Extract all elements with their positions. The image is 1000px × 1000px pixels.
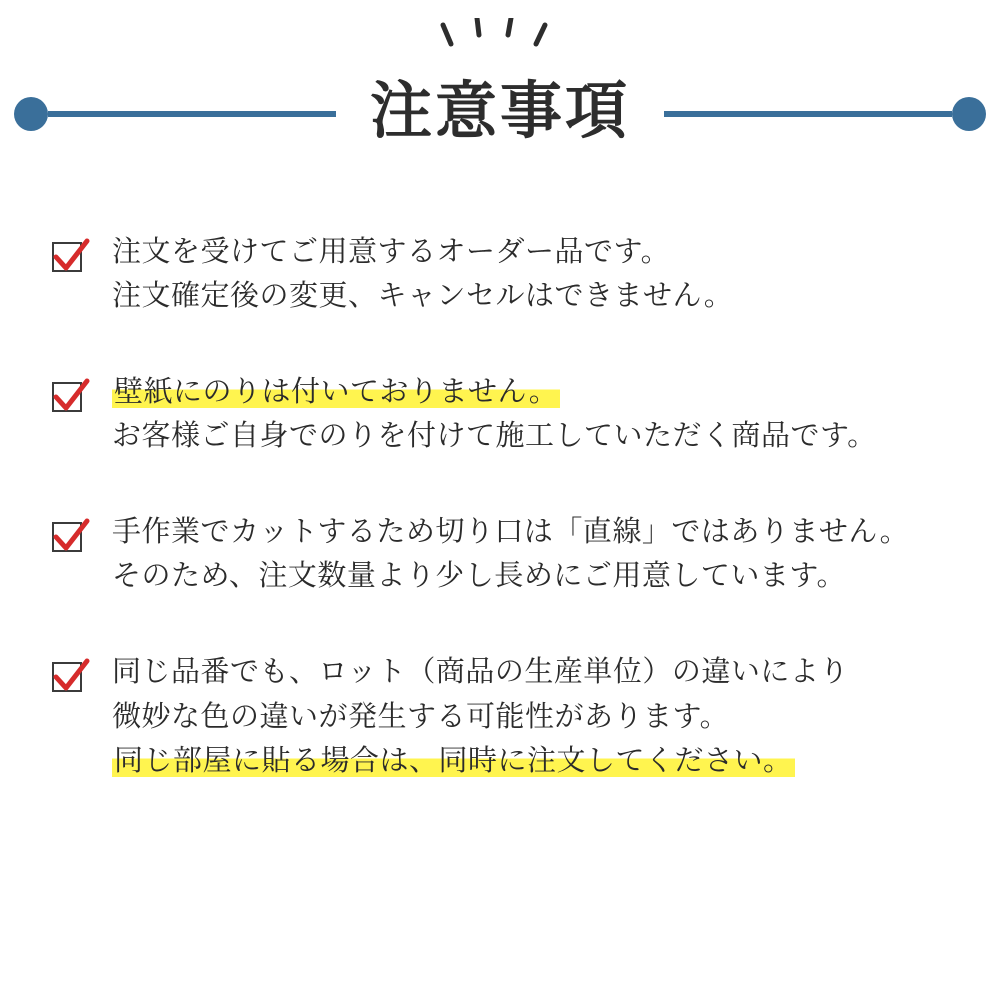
list-item: [0, 230, 1000, 318]
notice-line: [112, 274, 1000, 318]
list-item: [0, 510, 1000, 598]
sparkle-lines-icon: [0, 18, 1000, 63]
notice-line: [112, 230, 1000, 274]
notice-line: [112, 650, 1000, 694]
checkbox-checked-icon: [50, 518, 90, 558]
checkbox-checked-icon: [50, 238, 90, 278]
list-item: [0, 370, 1000, 458]
list-item: [0, 650, 1000, 782]
plain-text: 同じ品番でも、ロット（商品の生産単位）の違いにより: [112, 656, 849, 689]
plain-text: そのため、注文数量より少し長めにご用意しています。: [112, 560, 847, 593]
rule-dot-left: [14, 97, 48, 131]
rule-dot-right: [952, 97, 986, 131]
plain-text: 注文確定後の変更、キャンセルはできません。: [112, 280, 734, 313]
notice-line: [112, 370, 1000, 414]
notice-list: [0, 230, 1000, 835]
page-header: [0, 0, 1000, 185]
notice-line: [112, 739, 1000, 783]
list-item-text: [112, 650, 1000, 782]
plain-text: 注文を受けてご用意するオーダー品です。: [112, 236, 671, 268]
notice-line: [112, 554, 1000, 598]
list-item-text: [112, 370, 1000, 458]
highlighted-text: 壁紙にのりは付いておりません。: [114, 376, 559, 409]
title-rule-row: [0, 77, 1000, 146]
rule-line-left: [48, 111, 336, 117]
list-item-text: [112, 230, 1000, 318]
plain-text: 手作業でカットするため切り口は「直線」ではありません。: [112, 516, 910, 549]
highlighted-text: 同じ部屋に貼る場合は、同時に注文してください。: [114, 744, 793, 777]
notice-line: [112, 695, 1000, 739]
plain-text: お客様ご自身でのりを付けて施工していただく商品です。: [112, 420, 877, 453]
page-title: 注意事項: [370, 77, 631, 146]
notice-line: [112, 414, 1000, 458]
rule-line-right: [664, 111, 952, 117]
checkbox-checked-icon: [50, 658, 90, 698]
plain-text: 微妙な色の違いが発生する可能性があります。: [112, 700, 730, 733]
list-item-text: [112, 510, 1000, 598]
checkbox-checked-icon: [50, 378, 90, 418]
notice-line: [112, 510, 1000, 554]
